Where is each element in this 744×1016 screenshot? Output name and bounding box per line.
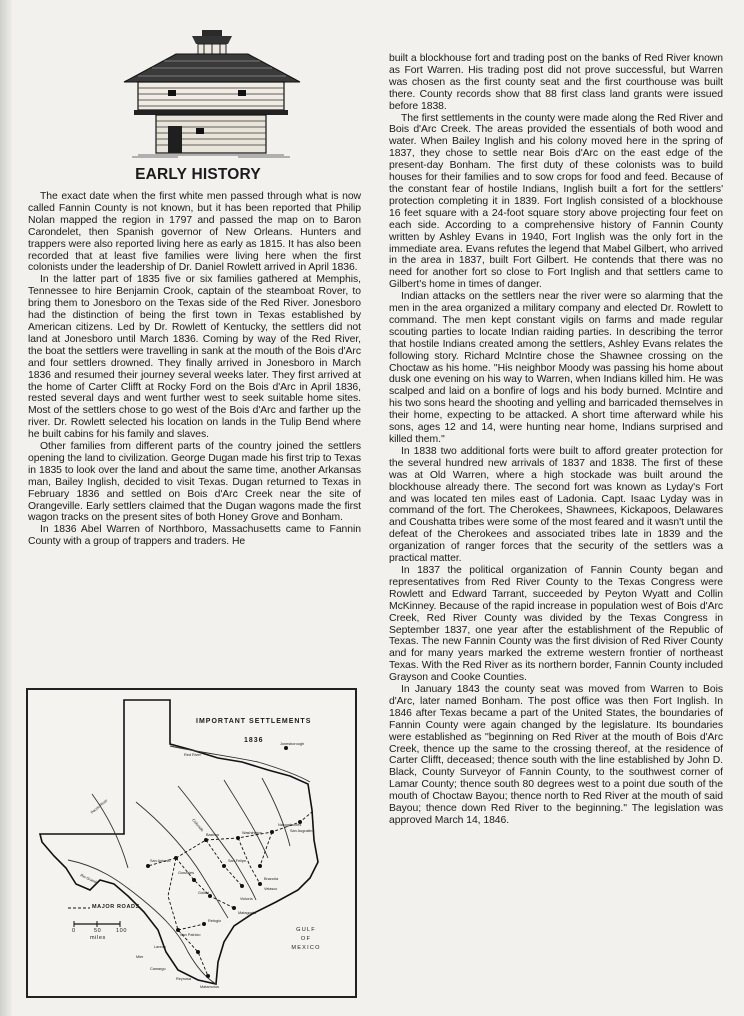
map-place-label: Matagorda bbox=[238, 911, 257, 915]
map-place-label: Nacogdoches bbox=[278, 823, 302, 827]
paragraph: In 1837 the political organization of Fannin County began and representatives from Red River County to the Texas Congress were Rowlett and Edward Tarrant, succeeded by Peyton Wyatt and Collin McKinney. Because of the rapid increase in population west of Bois d'Arc Creek, Red River County was divided by the Texas Congress in September 1837, one year after the establishment of the Republic of Texas. The new Fannin County was the first division of Red River County and for many years marked the extreme western frontier of northeast Texas. With the Red River as its northern border, Fannin County included Grayson and Cooke Counties. bbox=[389, 564, 723, 684]
map-place-label: San Felipe bbox=[228, 859, 247, 863]
paragraph: The first settlements in the county were made along the Red River and Bois d'Arc Creek. The areas provided the essentials of both wood and water. When Bailey Inglish and his colony moved here in the spring of 1837, they chose to settle near Bois d'Arc on the east edge of the present-day Bonham. The first duty of these colonists was to build houses for their families and to sow crops for food and feed. Because of the constant fear of hostile Indians, Inglish built a fort for the settlers' protection completing it in 1839. Fort Inglish consisted of a blockhouse 16 feet square with a 24-foot square story above projecting four feet on each side. According to a comprehensive history of Fannin County written by Ashley Evans in 1940, Fort Inglish was the only fort in the immediate area. Evans refutes the legend that Mabel Gilbert, who arrived in the area in 1837, built Fort Gilbert. He contends that there was no need for another fort so close to Fort Inglish and that settlers came to Gilbert's home in times of danger. bbox=[389, 112, 723, 291]
map-place-label: Mier bbox=[136, 955, 144, 959]
gulf-label-line: MEXICO bbox=[291, 945, 321, 951]
map-place-label: Goliad bbox=[198, 891, 209, 895]
map-place-label: Gonzales bbox=[178, 871, 195, 875]
paragraph: Indian attacks on the settlers near the river were so alarming that the men in the area organized a military company and elected Dr. Rowlett to command. The men kept constant vigils on farms and made regular scouting parties to locate Indian raiding parties. In describing the terror that hostile Indians created among the settlers, Ashley Evans relates the following story. Richard McIntire chose the Shawnee crossing on the Choctaw as his home. ''His neighbor Moody was passing his home about dusk one evening on his way to Warren, when Indians killed him. He was scalped and laid on a bonfire of logs and his body burned. McIntire and his two sons heard the shooting and yelling and barricaded themselves in their home, expecting to be attacked. A short time afterward while his sons, ages 12 and 14, were hunting near home, Indians surprised and killed them.'' bbox=[389, 291, 723, 445]
map-scale-zero: 0 bbox=[72, 928, 76, 934]
map-place-label: San Augustine bbox=[290, 829, 315, 833]
map-place-label: Matamoros bbox=[200, 985, 219, 989]
paragraph: In the latter part of 1835 five or six families gathered at Memphis, Tennessee to hire Benjamin Crook, captain of the steamboat Rover, to bring them to Jonesboro on the Texas side of the Red River. Jonesboro had the distinction of being the first town in Texas established by American citizens. Led by Dr. Rowlett of Kentucky, the settlers did not land at Jonesboro until March 1836. Coming by way of the Red River, the boat the settlers were travelling in sank at the mouth of the Bois d'Arc and four settlers drowned. They finally arrived in Jonesboro in March 1836 and resumed their journey several weeks later. They first arrived at the home of Carter Clifft at Rocky Ford on the Bois d'Arc in April 1836, rested several days and went further west to seek suitable home sites. Most of the settlers chose to go west of the Bois d'Arc and farther up the river. Dr. Rowlett selected his location on lands in the Tulip Bend where he built cabins for his family and slaves. bbox=[28, 274, 361, 441]
gulf-label bbox=[286, 926, 326, 953]
map-place-label: San Antonio bbox=[150, 859, 171, 863]
gulf-label-line: OF bbox=[300, 936, 312, 942]
paragraph: The exact date when the first white men passed through what is now called Fannin County is not known, but it has been reported that Philip Nolan mapped the region in 1797 and passed the map on to Baron Carondelet, then Spanish governor of New Orleans. Hunters and trappers were also reported living here as early as 1815. It has also been recorded that at least five families were living here when the first colonists under the leadership of Dr. Daniel Rowlett arrived in April 1836. bbox=[28, 191, 361, 274]
map-year: 1836 bbox=[244, 737, 264, 744]
map-place-label: Laredo bbox=[154, 945, 166, 949]
map-place-label: Washington bbox=[242, 831, 262, 835]
settlements-map bbox=[26, 688, 357, 998]
paragraph: built a blockhouse fort and trading post on the banks of Red River known as Fort Warren. His trading post did not prove successful, but Warren was chosen as the first county seat and the first courthouse was built there. County records show that 88 first class land grants were issued before 1838. bbox=[389, 53, 723, 112]
left-text-column bbox=[28, 191, 361, 548]
paragraph: In 1836 Abel Warren of Northboro, Massachusetts came to Fannin County with a group of trappers and traders. He bbox=[28, 524, 361, 548]
paragraph: Other families from different parts of the country joined the settlers opening the land to civilization. George Dugan made his first trip to Texas in 1835 to look over the land and about the same time, another Arkansas man, Bailey Inglish, decided to visit Texas. Dugan returned to Texas in February 1836 and settled on Bois d'Arc Creek near the site of Orangeville. Early settlers claimed that the Dugan wagons made the first wagon tracks on the present sites of both Honey Grove and Bonham. bbox=[28, 441, 361, 524]
section-heading: EARLY HISTORY bbox=[135, 166, 261, 183]
map-place-label: Red River bbox=[184, 753, 201, 757]
right-text-column bbox=[389, 53, 723, 827]
map-place-label: Colorado bbox=[191, 818, 205, 833]
gulf-label-line: GULF bbox=[296, 927, 316, 933]
map-place-label: Rio Grande bbox=[79, 873, 99, 886]
page-edge-shadow bbox=[0, 0, 12, 1016]
map-place-label: Refugio bbox=[208, 919, 222, 923]
map-place-label: San Patricio bbox=[180, 933, 201, 937]
map-scale-unit: miles bbox=[90, 935, 106, 941]
map-place-label: Velasco bbox=[264, 887, 278, 891]
map-place-label: Pecos River bbox=[90, 798, 109, 815]
map-place-label: Jonesborough bbox=[280, 742, 305, 746]
map-place-label: Victoria bbox=[240, 897, 253, 901]
map-place-label: Brazoria bbox=[264, 877, 279, 881]
map-legend-label: MAJOR ROADS bbox=[92, 904, 140, 910]
map-place-label: Bastrop bbox=[206, 833, 220, 837]
paragraph: In 1838 two additional forts were built to afford greater protection for the several hundred new arrivals of 1837 and 1838. The first of these was at Old Warren, where a high stockade was built around the blockhouse already there. The second fort was known as Lyday's Fort and was located ten miles east of Ladonia. Capt. Isaac Lyday was in command of the fort. The Cherokees, Shawnees, Kickapoos, Delawares and Coushatta tribes were some of the most feared and it wasn't until the defeat of the Cherokees and associated tribes late in 1839 and the organization of ranger forces that the security of the settlers was a practical matter. bbox=[389, 445, 723, 565]
map-title: IMPORTANT SETTLEMENTS bbox=[196, 718, 312, 725]
map-place-label: Camargo bbox=[150, 967, 166, 971]
paragraph: In January 1843 the county seat was moved from Warren to Bois d'Arc, later named Bonham. The post office was then Fort Inglish. In 1846 after Texas became a part of the United States, the boundaries of Fannin County were again changed by the legislature. Its boundaries were established as ''beginning on Red River at the mouth of Bois d'Arc Creek, thence up the same to the crossing thereof, at the residence of Carter Clifft, deceased; thence south with the line established by John D. Black, County Surveyor of Fannin County, to the southwest corner of Lamar County; thence south 80 degrees west to a point due south of the mouth of Choctaw Bayou; thence north to Red River at the mouth of said Bayou; thence down Red River to the beginning.'' The legislation was approved March 14, 1846. bbox=[389, 684, 723, 826]
blockhouse-illustration bbox=[118, 30, 302, 158]
map-scale-end: 100 bbox=[116, 928, 127, 934]
map-place-label: Reynosa bbox=[176, 977, 191, 981]
map-scale-mid: 50 bbox=[94, 928, 102, 934]
